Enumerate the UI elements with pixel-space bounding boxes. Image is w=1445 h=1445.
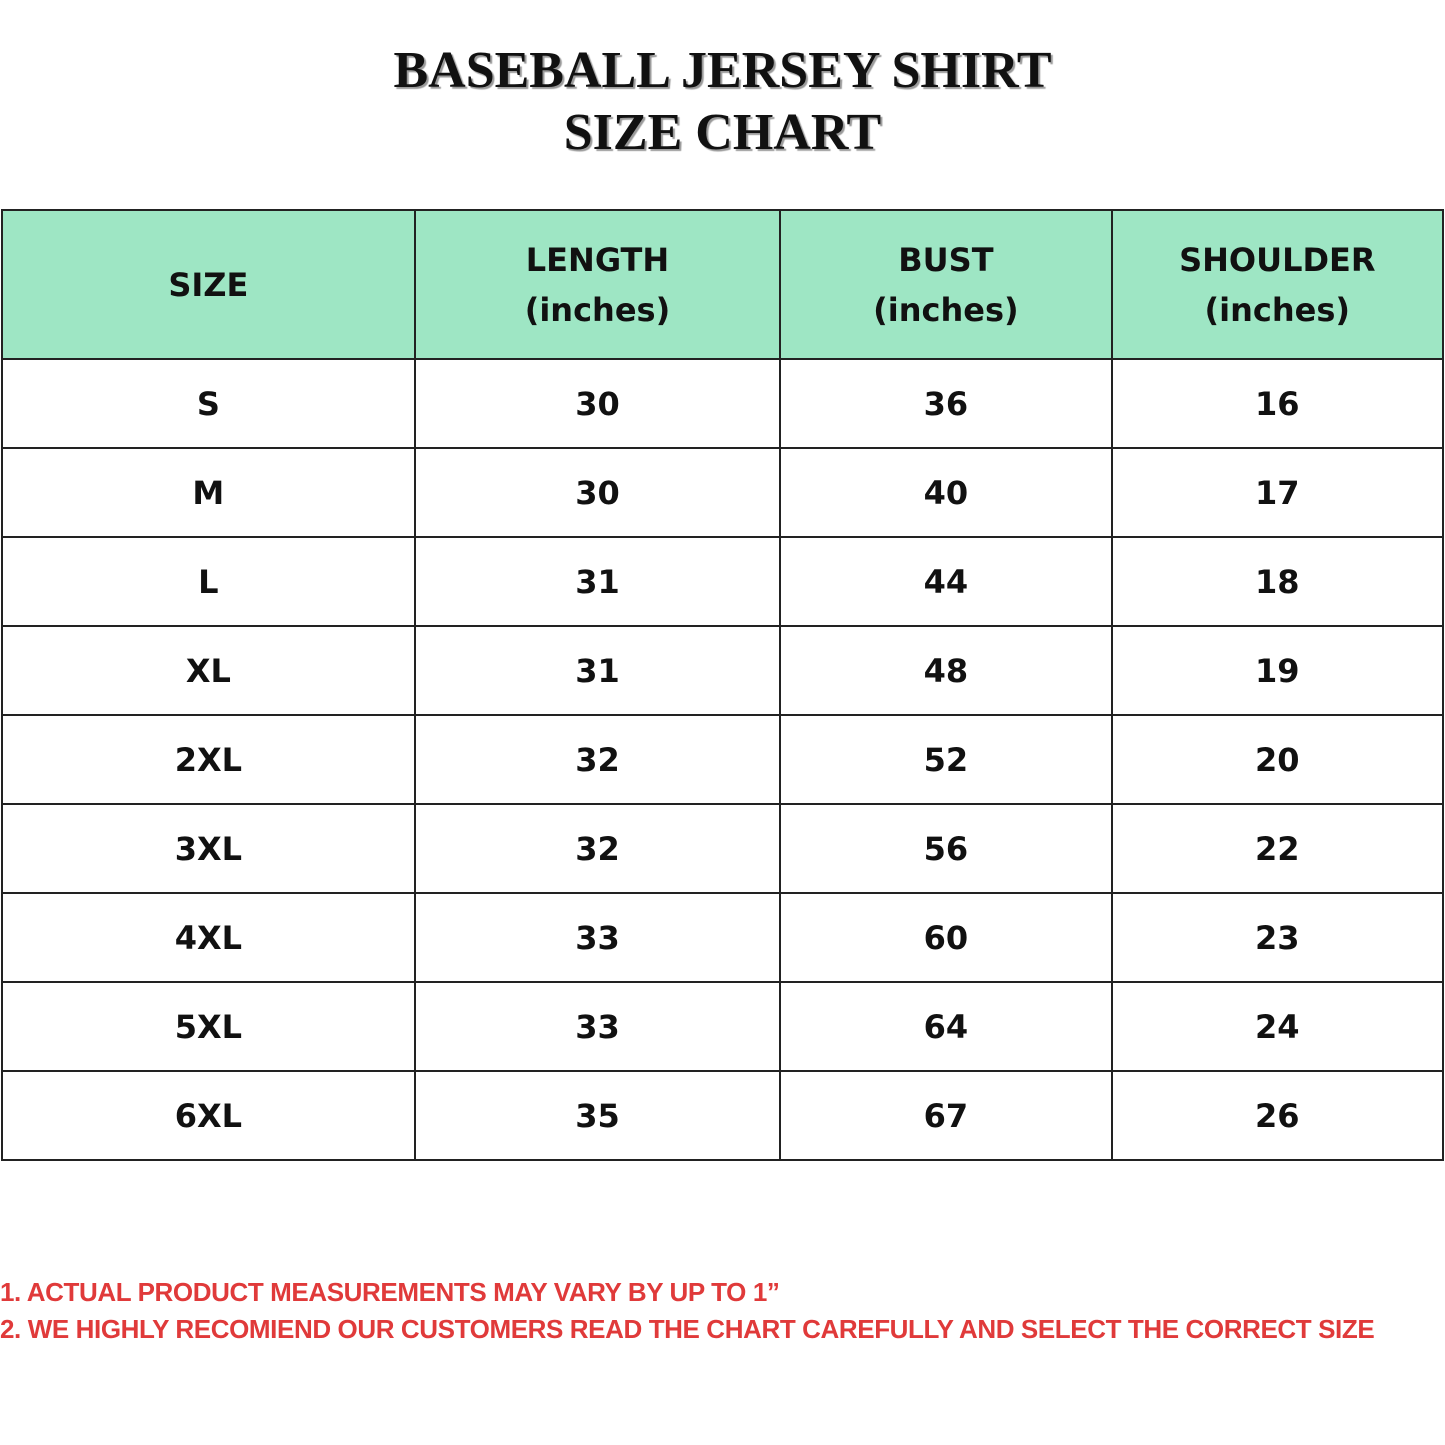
cell-size: M — [2, 448, 415, 537]
table-header-row — [2, 210, 1443, 359]
cell-bust: 44 — [780, 537, 1111, 626]
cell-shoulder: 20 — [1112, 715, 1443, 804]
header-length-unit: (inches) — [524, 290, 671, 329]
cell-bust: 56 — [780, 804, 1111, 893]
cell-shoulder: 19 — [1112, 626, 1443, 715]
cell-size: 4XL — [2, 893, 415, 982]
table-row — [2, 448, 1443, 537]
cell-bust: 36 — [780, 359, 1111, 448]
table-row — [2, 715, 1443, 804]
cell-bust: 67 — [780, 1071, 1111, 1160]
header-size-label: SIZE — [168, 265, 249, 304]
disclaimer-notes — [0, 1274, 1445, 1348]
cell-bust: 60 — [780, 893, 1111, 982]
cell-length: 32 — [415, 804, 781, 893]
cell-shoulder: 22 — [1112, 804, 1443, 893]
title-line-2: SIZE CHART — [563, 104, 882, 161]
header-length — [415, 210, 781, 359]
cell-shoulder: 18 — [1112, 537, 1443, 626]
cell-shoulder: 23 — [1112, 893, 1443, 982]
header-shoulder — [1112, 210, 1443, 359]
table-row — [2, 359, 1443, 448]
cell-length: 31 — [415, 537, 781, 626]
cell-bust: 40 — [780, 448, 1111, 537]
cell-length: 31 — [415, 626, 781, 715]
table-row — [2, 537, 1443, 626]
cell-length: 33 — [415, 893, 781, 982]
page-title — [0, 40, 1445, 164]
note-read-chart-carefully: 2. WE HIGHLY RECOMIEND OUR CUSTOMERS READ THE CHART CAREFULLY AND SELECT THE CORRECT SIZE — [0, 1314, 1375, 1344]
note-measurement-variance: 1. ACTUAL PRODUCT MEASUREMENTS MAY VARY BY UP TO 1” — [0, 1277, 780, 1307]
cell-length: 35 — [415, 1071, 781, 1160]
cell-shoulder: 16 — [1112, 359, 1443, 448]
cell-length: 30 — [415, 359, 781, 448]
cell-length: 33 — [415, 982, 781, 1071]
cell-bust: 64 — [780, 982, 1111, 1071]
header-bust-label: BUST — [898, 240, 994, 279]
header-shoulder-label: SHOULDER — [1179, 240, 1376, 279]
table-row — [2, 893, 1443, 982]
table-row — [2, 626, 1443, 715]
cell-size: 3XL — [2, 804, 415, 893]
table-row — [2, 982, 1443, 1071]
cell-shoulder: 26 — [1112, 1071, 1443, 1160]
header-size — [2, 210, 415, 359]
cell-size: 6XL — [2, 1071, 415, 1160]
title-line-1: BASEBALL JERSEY SHIRT — [393, 42, 1052, 99]
cell-size: XL — [2, 626, 415, 715]
cell-size: 2XL — [2, 715, 415, 804]
header-bust — [780, 210, 1111, 359]
cell-length: 30 — [415, 448, 781, 537]
cell-bust: 52 — [780, 715, 1111, 804]
header-shoulder-unit: (inches) — [1204, 290, 1351, 329]
header-bust-unit: (inches) — [873, 290, 1019, 329]
cell-size: L — [2, 537, 415, 626]
size-chart-table — [1, 209, 1444, 1161]
cell-length: 32 — [415, 715, 781, 804]
header-length-label: LENGTH — [525, 240, 670, 279]
table-row — [2, 804, 1443, 893]
cell-bust: 48 — [780, 626, 1111, 715]
cell-shoulder: 17 — [1112, 448, 1443, 537]
cell-size: S — [2, 359, 415, 448]
table-row — [2, 1071, 1443, 1160]
cell-shoulder: 24 — [1112, 982, 1443, 1071]
cell-size: 5XL — [2, 982, 415, 1071]
